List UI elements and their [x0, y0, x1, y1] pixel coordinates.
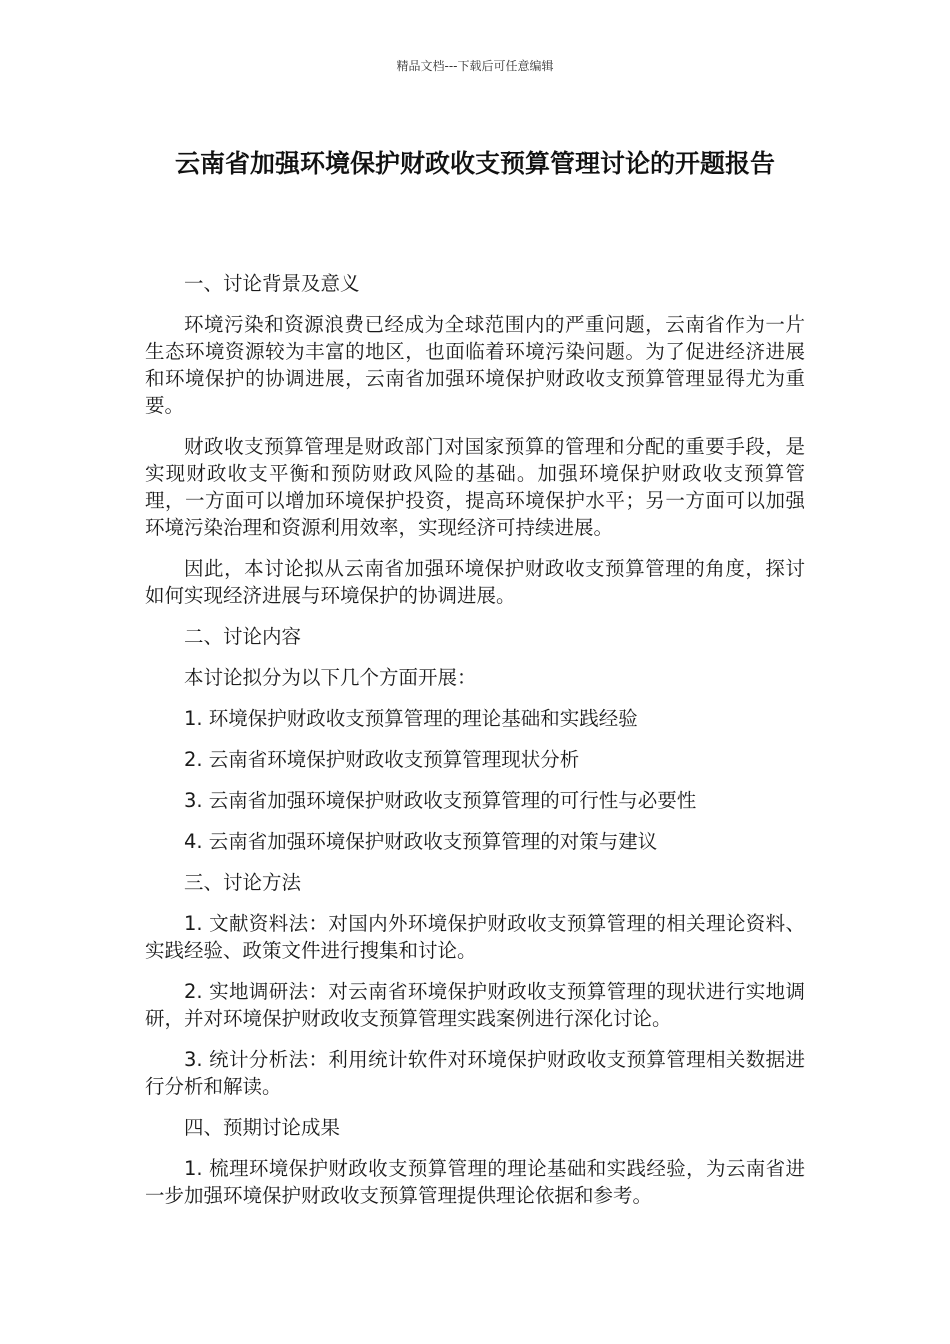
paragraph-background-1: 环境污染和资源浪费已经成为全球范围内的严重问题，云南省作为一片生态环境资源较为丰富的地区，也面临着环境污染问题。为了促进经济进展和环境保护的协调进展，云南省加强环境保护财政收支预算管理显得尤为重要。: [145, 313, 805, 417]
list-item-content-4: 4. 云南省加强环境保护财政收支预算管理的对策与建议: [184, 830, 658, 853]
header-note: 精品文档---下载后可任意编辑: [396, 59, 554, 73]
paragraph-background-3: 因此，本讨论拟从云南省加强环境保护财政收支预算管理的角度，探讨如何实现经济进展与环境保护的协调进展。: [145, 557, 805, 607]
section-heading-method: 三、讨论方法: [184, 871, 302, 894]
list-item-content-3: 3. 云南省加强环境保护财政收支预算管理的可行性与必要性: [184, 789, 697, 812]
list-item-method-3: 3. 统计分析法：利用统计软件对环境保护财政收支预算管理相关数据进行分析和解读。: [145, 1048, 805, 1098]
list-item-content-2: 2. 云南省环境保护财政收支预算管理现状分析: [184, 748, 580, 771]
list-item-results-1: 1. 梳理环境保护财政收支预算管理的理论基础和实践经验，为云南省进一步加强环境保护财政收支预算管理提供理论依据和参考。: [145, 1157, 805, 1207]
list-item-content-1: 1. 环境保护财政收支预算管理的理论基础和实践经验: [184, 707, 638, 730]
document-body: [145, 270, 805, 1223]
section-heading-content: 二、讨论内容: [184, 625, 302, 648]
section-heading-results: 四、预期讨论成果: [184, 1116, 341, 1139]
paragraph-content-intro: 本讨论拟分为以下几个方面开展：: [184, 666, 477, 689]
section-heading-background: 一、讨论背景及意义: [184, 272, 360, 295]
document-title: 云南省加强环境保护财政收支预算管理讨论的开题报告: [174, 149, 775, 178]
paragraph-background-2: 财政收支预算管理是财政部门对国家预算的管理和分配的重要手段，是实现财政收支平衡和预防财政风险的基础。加强环境保护财政收支预算管理，一方面可以增加环境保护投资，提高环境保护水平；另一方面可以加强环境污染治理和资源利用效率，实现经济可持续进展。: [145, 435, 805, 539]
list-item-method-2: 2. 实地调研法：对云南省环境保护财政收支预算管理的现状进行实地调研，并对环境保护财政收支预算管理实践案例进行深化讨论。: [145, 980, 805, 1030]
list-item-method-1: 1. 文献资料法：对国内外环境保护财政收支预算管理的相关理论资料、实践经验、政策文件进行搜集和讨论。: [145, 912, 805, 962]
